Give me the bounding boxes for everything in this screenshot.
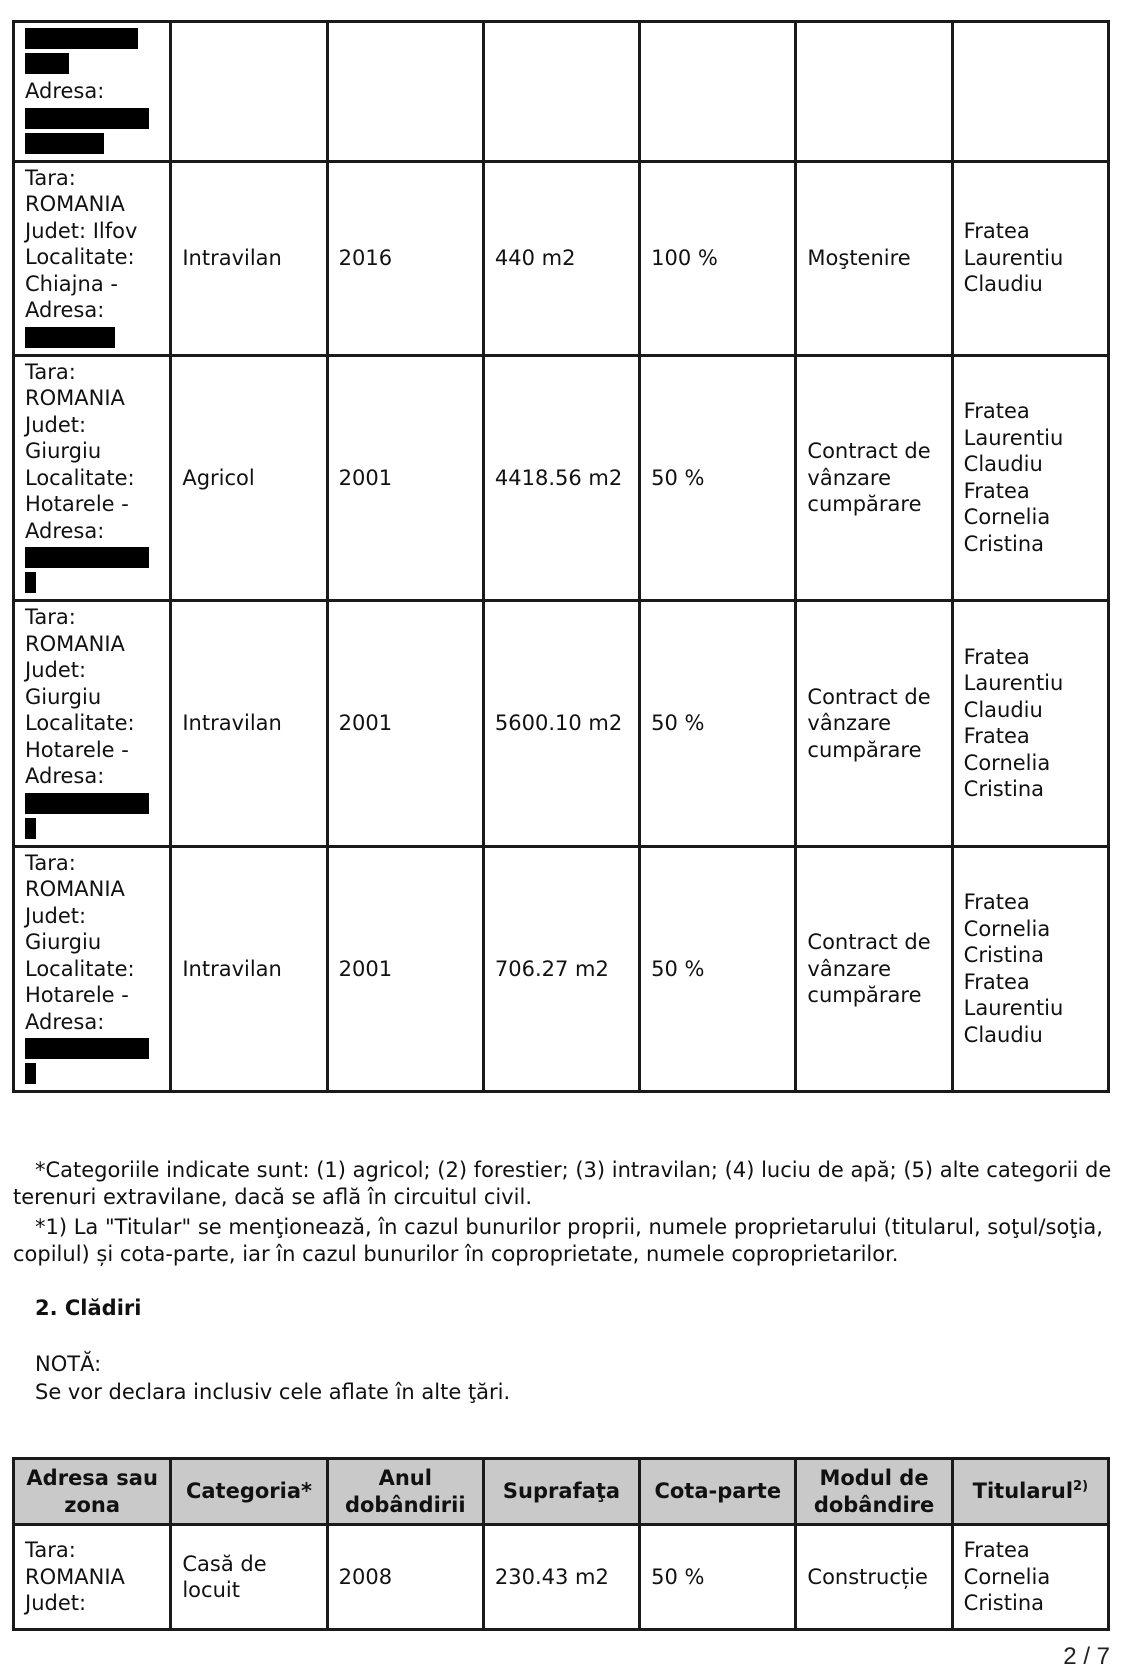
redacted-block — [25, 818, 36, 839]
mode-cell: Moştenire — [796, 161, 952, 355]
category-cell: Agricol — [171, 355, 327, 601]
page-number: 2 / 7 — [1063, 1643, 1110, 1670]
table-row — [14, 22, 1109, 162]
share-cell — [640, 22, 796, 162]
redacted-block — [25, 108, 149, 129]
area-cell: 230.43 m2 — [483, 1525, 639, 1630]
header-area: Suprafaţa — [483, 1459, 639, 1525]
header-address: Adresa sau zona — [14, 1459, 171, 1525]
table-row — [14, 846, 1109, 1092]
land-table — [12, 20, 1110, 1093]
header-share: Cota-parte — [640, 1459, 796, 1525]
year-cell: 2001 — [327, 601, 483, 847]
share-cell: 50 % — [640, 1525, 796, 1630]
footnote-categories: *Categoriile indicate sunt: (1) agricol; (2) forestier; (3) intravilan; (4) luciu de apă; (5) alte categorii de terenuri extravilane, dacă se află în circuitul civil. — [13, 1158, 1112, 1209]
header-category: Categoria* — [171, 1459, 327, 1525]
year-cell: 2008 — [327, 1525, 483, 1630]
share-cell: 50 % — [640, 846, 796, 1092]
owners-cell: Fratea Cornelia Cristina Fratea Laurentiu Claudiu — [952, 846, 1108, 1092]
year-cell — [327, 22, 483, 162]
category-cell — [171, 22, 327, 162]
redacted-block — [25, 133, 104, 154]
header-mode: Modul de dobândire — [796, 1459, 952, 1525]
table-row — [14, 1525, 1109, 1630]
redacted-block — [25, 1038, 149, 1059]
category-cell: Casă de locuit — [171, 1525, 327, 1630]
year-cell: 2001 — [327, 355, 483, 601]
table-row — [14, 601, 1109, 847]
header-row — [14, 1459, 1109, 1525]
mode-cell: Contract de vânzare cumpărare — [796, 846, 952, 1092]
location-cell: Tara: ROMANIA Judet: Giurgiu Localitate: Hotarele - Adresa: — [14, 601, 171, 847]
header-titular: Titularul$^{2)}$ — [952, 1459, 1108, 1525]
table-row — [14, 161, 1109, 355]
redacted-block — [25, 53, 69, 74]
footnote-mark: 2) — [1073, 1479, 1089, 1495]
header-year: Anul dobândirii — [327, 1459, 483, 1525]
mode-cell: Construcție — [796, 1525, 952, 1630]
location-cell: Tara: ROMANIA Judet: Giurgiu Localitate: Hotarele - Adresa: — [14, 846, 171, 1092]
nota-text: Se vor declara inclusiv cele aflate în alte ţări. — [35, 1380, 511, 1404]
footnote-titular: *1) La "Titular" se menţionează, în cazul bunurilor proprii, numele proprietarului (titularul, soţul/soţia, copilul) și cota-parte, iar în cazul bunurilor în coproprietate, numele coproprietarilor. — [13, 1215, 1103, 1266]
area-cell: 4418.56 m2 — [483, 355, 639, 601]
location-cell: Tara: ROMANIA Judet: — [14, 1525, 171, 1630]
area-cell — [483, 22, 639, 162]
category-cell: Intravilan — [171, 846, 327, 1092]
category-cell: Intravilan — [171, 601, 327, 847]
year-cell: 2001 — [327, 846, 483, 1092]
location-line: Adresa: — [25, 79, 105, 103]
mode-cell: Contract de vânzare cumpărare — [796, 355, 952, 601]
location-cell — [14, 22, 171, 162]
owners-cell: Fratea Laurentiu Claudiu Fratea Cornelia Cristina — [952, 355, 1108, 601]
share-cell: 50 % — [640, 355, 796, 601]
redacted-block — [25, 327, 115, 348]
redacted-block — [25, 28, 138, 49]
redacted-block — [25, 572, 36, 593]
location-cell: Tara: ROMANIA Judet: Ilfov Localitate: Chiajna - Adresa: — [14, 161, 171, 355]
owners-cell: Fratea Laurentiu Claudiu — [952, 161, 1108, 355]
owners-cell: Fratea Cornelia Cristina — [952, 1525, 1108, 1630]
area-cell: 440 m2 — [483, 161, 639, 355]
redacted-block — [25, 547, 149, 568]
buildings-table — [12, 1457, 1110, 1631]
share-cell: 50 % — [640, 601, 796, 847]
owners-cell — [952, 22, 1108, 162]
redacted-block — [25, 793, 149, 814]
year-cell: 2016 — [327, 161, 483, 355]
nota-label: NOTĂ: — [35, 1352, 102, 1376]
redacted-block — [25, 1063, 36, 1084]
area-cell: 706.27 m2 — [483, 846, 639, 1092]
table-row — [14, 355, 1109, 601]
location-cell: Tara: ROMANIA Judet: Giurgiu Localitate: Hotarele - Adresa: — [14, 355, 171, 601]
section-title: 2. Clădiri — [35, 1296, 142, 1320]
area-cell: 5600.10 m2 — [483, 601, 639, 847]
mode-cell: Contract de vânzare cumpărare — [796, 601, 952, 847]
share-cell: 100 % — [640, 161, 796, 355]
category-cell: Intravilan — [171, 161, 327, 355]
mode-cell — [796, 22, 952, 162]
owners-cell: Fratea Laurentiu Claudiu Fratea Cornelia Cristina — [952, 601, 1108, 847]
